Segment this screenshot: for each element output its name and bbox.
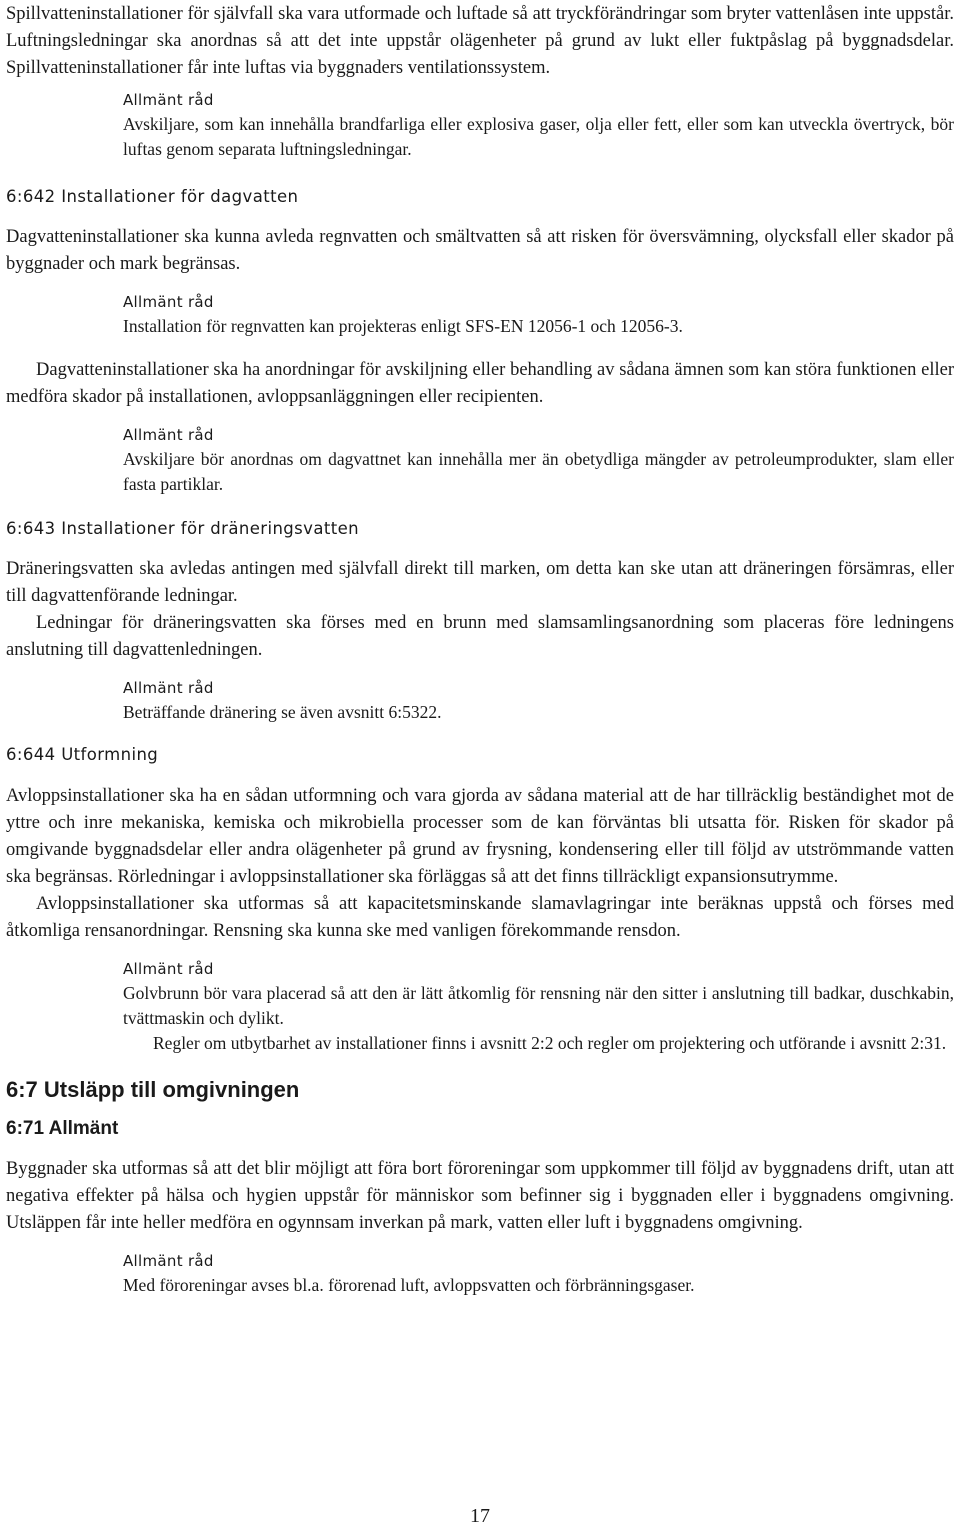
general-advice-text: Avskiljare bör anordnas om dagvattnet kan innehålla mer än obetydliga mängder av petroleumprodukter, slam eller fasta partiklar. xyxy=(123,449,954,494)
section-paragraph: Byggnader ska utformas så att det blir möjligt att föra bort föroreningar som uppkommer till följd av byggnadens drift, utan att negativa effekter på hälsa och hygien uppstår för människor som befinner sig i byggnaden eller i byggnadens omgivning. Utsläppen får inte heller medföra en ogynnsam inverkan på mark, vatten eller luft i byggnadens omgivning. xyxy=(6,1159,954,1233)
section-heading-6-644: 6:644 Utformning xyxy=(6,745,159,764)
general-advice-block xyxy=(123,423,954,497)
section-heading-6-643: 6:643 Installationer för dräneringsvatten xyxy=(6,519,359,538)
general-advice-block xyxy=(123,1249,954,1298)
general-advice-label: Allmänt råd xyxy=(123,293,214,311)
section-paragraph: Dagvatteninstallationer ska kunna avleda regnvatten och smältvatten så att risken för översvämning, olycksfall eller skador på byggnader och mark begränsas. xyxy=(6,227,954,274)
general-advice-block xyxy=(123,88,954,162)
intro-paragraph: Spillvatteninstallationer för självfall ska vara utformade och luftade så att tryckförändringar som bryter vattenlåsen inte uppstår. Luftningsledningar ska anordnas så att det inte uppstår olägenheter på grund av lukt eller fuktpåslag på byggnadsdelar. Spillvatteninstallationer får inte luftas via byggnaders ventilationssystem. xyxy=(6,4,954,78)
general-advice-label: Allmänt råd xyxy=(123,1252,214,1270)
general-advice-label: Allmänt råd xyxy=(123,426,214,444)
section-paragraph: Avloppsinstallationer ska utformas så att kapacitetsminskande slamavlagringar inte beräknas uppstå och förses med åtkomliga rensanordningar. Rensning ska kunna ske med vanligen förekommande rensdon. xyxy=(6,894,954,941)
general-advice-block xyxy=(123,676,954,725)
section-heading-6-71: 6:71 Allmänt xyxy=(6,1118,119,1139)
general-advice-label: Allmänt råd xyxy=(123,960,214,978)
general-advice-text: Installation för regnvatten kan projekteras enligt SFS-EN 12056-1 och 12056-3. xyxy=(123,316,683,336)
section-paragraph: Avloppsinstallationer ska ha en sådan utformning och vara gjorda av sådana material att de har tillräcklig beständighet mot de yttre och inre mekaniska, kemiska och mikrobiella processer som de kan förväntas bli utsatta för. Risken för skador på omgivande byggnadsdelar eller andra olägenheter på grund av frysning, kondensering eller till följd av utströmmande vatten ska begränsas. Rörledningar i avloppsinstallationer ska förläggas så att det finns tillräckligt expansionsutrymme. xyxy=(6,786,954,887)
general-advice-text: Golvbrunn bör vara placerad så att den är lätt åtkomlig för rensning när den sitter i anslutning till badkar, duschkabin, tvättmaskin och dylikt. xyxy=(123,983,954,1028)
general-advice-text: Avskiljare, som kan innehålla brandfarliga eller explosiva gaser, olja eller fett, eller som kan utveckla övertryck, bör luftas genom separata luftningsledningar. xyxy=(123,114,954,159)
general-advice-text: Med föroreningar avses bl.a. förorenad luft, avloppsvatten och förbränningsgaser. xyxy=(123,1275,695,1295)
general-advice-label: Allmänt råd xyxy=(123,679,214,697)
section-paragraph: Ledningar för dräneringsvatten ska förses med en brunn med slamsamlingsanordning som placeras före ledningens anslutning till dagvattenledningen. xyxy=(6,613,954,660)
section-paragraph: Dagvatteninstallationer ska ha anordningar för avskiljning eller behandling av sådana ämnen som kan störa funktionen eller medföra skador på installationen, avloppsanläggningen eller recipienten. xyxy=(6,360,954,407)
document-page xyxy=(6,0,954,1298)
chapter-heading-6-7: 6:7 Utsläpp till omgivningen xyxy=(6,1077,300,1102)
section-heading-6-642: 6:642 Installationer för dagvatten xyxy=(6,187,299,206)
general-advice-text: Beträffande dränering se även avsnitt 6:5322. xyxy=(123,702,442,722)
general-advice-block xyxy=(123,290,954,339)
general-advice-label: Allmänt råd xyxy=(123,91,214,109)
section-paragraph: Dräneringsvatten ska avledas antingen med självfall direkt till marken, om detta kan ske utan att dräneringen försämras, eller till dagvattenförande ledningar. xyxy=(6,559,954,606)
general-advice-text: Regler om utbytbarhet av installationer finns i avsnitt 2:2 och regler om projektering och utförande i avsnitt 2:31. xyxy=(153,1033,947,1053)
general-advice-block xyxy=(123,957,954,1056)
page-number: 17 xyxy=(470,1505,490,1527)
